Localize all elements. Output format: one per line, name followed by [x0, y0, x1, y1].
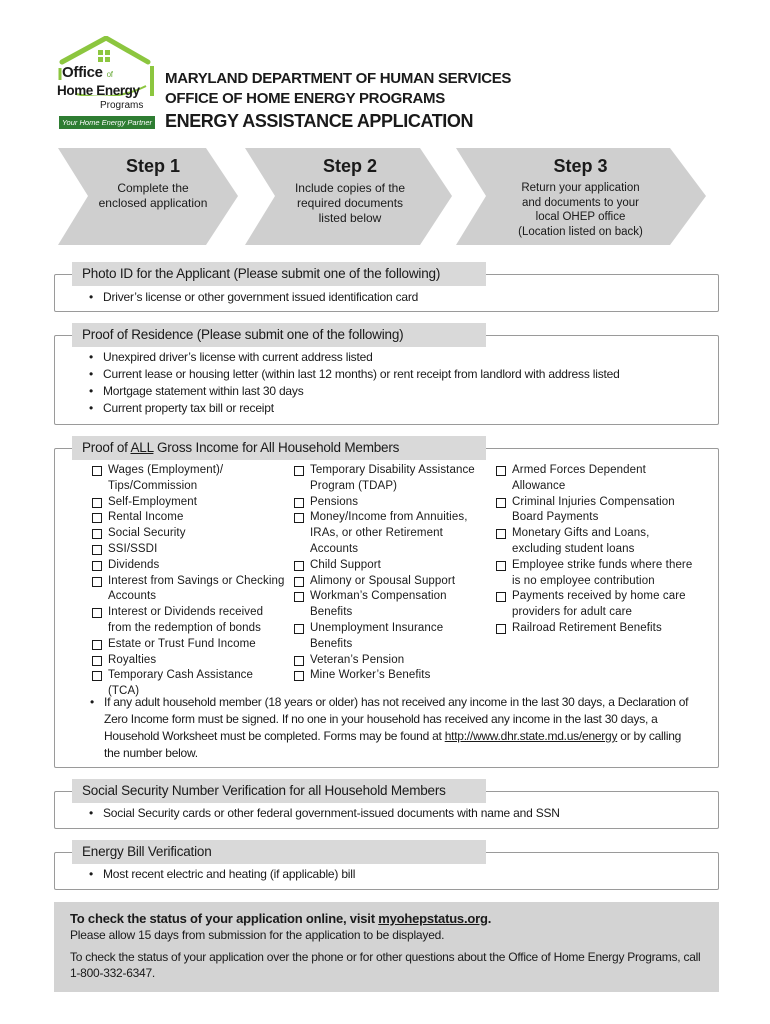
checklist-item: Mine Worker’s Benefits [292, 668, 487, 684]
checklist-item: Pensions [292, 495, 487, 511]
income-column-3 [494, 463, 694, 637]
checklist-item: Employee strike funds where there is no employee contribution [494, 558, 694, 590]
step-3-description: Return your application and documents to your local OHEP office (Location listed on back) [518, 182, 643, 238]
logo-office-text: Office of [62, 64, 113, 81]
list-item: • Social Security cards or other federal government-issued documents with name and SSN [89, 805, 560, 822]
myohepstatus-link[interactable]: myohepstatus.org [378, 911, 488, 926]
income-column-2 [292, 463, 487, 684]
checklist-item: Royalties [90, 653, 285, 669]
checklist-item: Child Support [292, 558, 487, 574]
checklist-item: Social Security [90, 526, 285, 542]
list-item: • Unexpired driver’s license with current address listed [89, 349, 620, 366]
logo-home-energy-text: Home Energy [57, 83, 140, 98]
list-item: • Current lease or housing letter (within last 12 months) or rent receipt from landlord with address listed [89, 366, 620, 383]
step-1-title: Step 1 [125, 156, 181, 176]
phone-contact-text: To check the status of your application over the phone or for other questions about the Office of Home Energy Programs, call 1-800-332-6347. [70, 950, 701, 980]
processing-time-text: Please allow 15 days from submission for the application to be displayed. [70, 928, 445, 942]
checklist-item: Criminal Injuries Compensation Board Payments [494, 495, 694, 527]
step-2-description: Include copies of the required documents listed below [294, 181, 406, 225]
dhr-energy-link[interactable]: http://www.dhr.state.md.us/energy [444, 729, 618, 743]
residence-section [54, 335, 719, 425]
zero-income-note: • If any adult household member (18 years or older) has not received any income in the last 30 days, a Declaration of Zero Income form must be signed. If no one in your household has received any income in the last 30 days, a Household Worksheet must be completed. Forms may be found at http://www.dhr.state.md.us/energy or by calling the number below. [90, 694, 700, 762]
checklist-item: Armed Forces Dependent Allowance [494, 463, 694, 495]
list-item: • Current property tax bill or receipt [89, 400, 620, 417]
photo-id-list [89, 289, 418, 306]
steps-banner [58, 148, 708, 245]
page-title: ENERGY ASSISTANCE APPLICATION [165, 111, 474, 131]
ohep-logo [54, 36, 158, 132]
checklist-item: Alimony or Spousal Support [292, 574, 487, 590]
checklist-item: Interest or Dividends received from the redemption of bonds [90, 605, 285, 637]
checklist-item: Temporary Cash Assistance (TCA) [90, 668, 285, 700]
checklist-item: Temporary Disability Assistance Program (TDAP) [292, 463, 487, 495]
checklist-item: Money/Income from Annuities, IRAs, or other Retirement Accounts [292, 510, 487, 557]
step-2-title: Step 2 [322, 156, 378, 176]
checklist-item: Veteran’s Pension [292, 653, 487, 669]
photo-id-heading: Photo ID for the Applicant (Please submit one of the following) [72, 262, 486, 286]
list-item: • Driver’s license or other government issued identification card [89, 289, 418, 306]
ssn-list [89, 805, 560, 822]
income-heading: Proof of ALL Gross Income for All Household Members [72, 436, 486, 460]
office-name: OFFICE OF HOME ENERGY PROGRAMS [165, 90, 445, 107]
checklist-item: Wages (Employment)/ Tips/Commission [90, 463, 285, 495]
residence-list [89, 349, 620, 417]
checklist-item: Payments received by home care providers for adult care [494, 589, 694, 621]
logo-tagline: Your Home Energy Partner [59, 116, 155, 129]
status-check-footer [54, 902, 719, 992]
checklist-item: Railroad Retirement Benefits [494, 621, 694, 637]
step-1-description: Complete the enclosed application [98, 181, 208, 210]
checklist-item: Rental Income [90, 510, 285, 526]
checklist-item: Unemployment Insurance Benefits [292, 621, 487, 653]
ssn-heading: Social Security Number Verification for all Household Members [72, 779, 486, 803]
energy-bill-list [89, 866, 355, 883]
logo-programs-text: Programs [100, 100, 144, 111]
list-item: • Most recent electric and heating (if applicable) bill [89, 866, 355, 883]
checklist-item: SSI/SSDI [90, 542, 285, 558]
checklist-item: Workman’s Compensation Benefits [292, 589, 487, 621]
checklist-item: Estate or Trust Fund Income [90, 637, 285, 653]
checklist-item: Interest from Savings or Checking Accounts [90, 574, 285, 606]
step-3-title: Step 3 [553, 156, 608, 176]
checklist-item: Dividends [90, 558, 285, 574]
residence-heading: Proof of Residence (Please submit one of the following) [72, 323, 486, 347]
department-name: MARYLAND DEPARTMENT OF HUMAN SERVICES [165, 70, 512, 87]
energy-bill-heading: Energy Bill Verification [72, 840, 486, 864]
checklist-item: Monetary Gifts and Loans, excluding student loans [494, 526, 694, 558]
income-column-1 [90, 463, 285, 700]
list-item: • Mortgage statement within last 30 days [89, 383, 620, 400]
online-status-text: To check the status of your application online, visit myohepstatus.org. [70, 911, 492, 926]
checklist-item: Self-Employment [90, 495, 285, 511]
